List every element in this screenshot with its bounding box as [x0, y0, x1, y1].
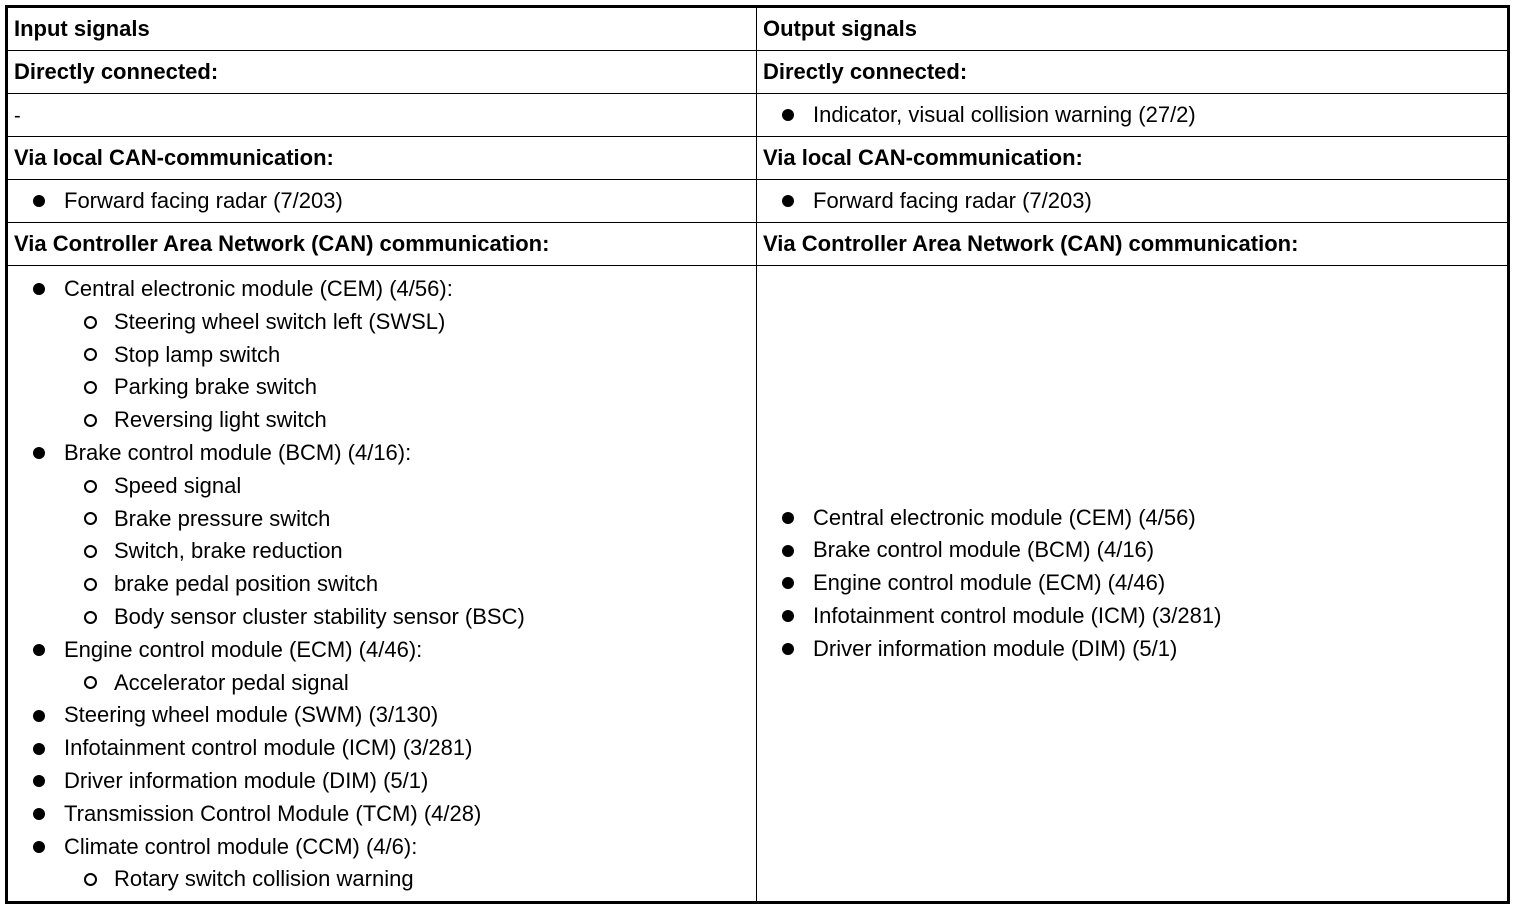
bullet-item [14, 634, 756, 667]
item-text: Forward facing radar (7/203) [64, 188, 343, 213]
hollow-bullet-icon [84, 316, 97, 329]
item-text: Transmission Control Module (TCM) (4/28) [64, 800, 482, 826]
bullet-item [14, 798, 756, 831]
item-text: Indicator, visual collision warning (27/2) [813, 102, 1196, 127]
input-local-can-list [7, 180, 757, 223]
output-local-can-list [757, 180, 1509, 223]
bullet-item [14, 189, 756, 213]
item-text: Engine control module (ECM) (4/46): [64, 636, 423, 662]
bullet-item [14, 699, 756, 732]
item-text: Body sensor cluster stability sensor (BSC) [114, 603, 525, 629]
hollow-bullet-icon [84, 512, 97, 525]
output-local-can-label: Via local CAN-communication: [757, 137, 1509, 180]
none-value: - [14, 104, 21, 127]
sub-bullet-item [14, 503, 756, 536]
filled-bullet-icon [33, 644, 45, 656]
input-local-list [14, 189, 756, 213]
sub-bullet-item [14, 863, 756, 896]
hollow-bullet-icon [84, 348, 97, 361]
item-text: Steering wheel switch left (SWSL) [114, 308, 446, 334]
filled-bullet-icon [33, 808, 45, 820]
item-text: Speed signal [114, 472, 242, 498]
hollow-bullet-icon [84, 480, 97, 493]
filled-bullet-icon [33, 841, 45, 853]
input-can-label: Via Controller Area Network (CAN) communication: [7, 223, 757, 266]
hollow-bullet-icon [84, 676, 97, 689]
filled-bullet-icon [33, 283, 45, 295]
bullet-item [14, 732, 756, 765]
sub-bullet-item [14, 339, 756, 372]
input-can-list [14, 273, 756, 896]
hollow-bullet-icon [84, 545, 97, 558]
bullet-item [763, 534, 1507, 567]
sub-bullet-item [14, 667, 756, 700]
can-values-row [7, 266, 1509, 903]
item-text: Central electronic module (CEM) (4/56) [813, 504, 1196, 530]
output-directly-connected-label: Directly connected: [757, 51, 1509, 94]
output-can-label: Via Controller Area Network (CAN) communication: [757, 223, 1509, 266]
item-text: Switch, brake reduction [114, 538, 343, 564]
hollow-bullet-icon [84, 578, 97, 591]
hollow-bullet-icon [84, 381, 97, 394]
item-text: Engine control module (ECM) (4/46) [813, 570, 1166, 596]
item-text: Reversing light switch [114, 407, 327, 433]
directly-connected-row [7, 51, 1509, 94]
sub-bullet-item [14, 535, 756, 568]
bullet-item [763, 502, 1507, 535]
bullet-item [14, 831, 756, 864]
item-text: Brake control module (BCM) (4/16): [64, 439, 412, 465]
local-can-values-row [7, 180, 1509, 223]
filled-bullet-icon [782, 577, 794, 589]
hollow-bullet-icon [84, 873, 97, 886]
input-signals-header: Input signals [7, 7, 757, 51]
sub-bullet-item [14, 601, 756, 634]
sub-bullet-item [14, 470, 756, 503]
hollow-bullet-icon [84, 611, 97, 624]
item-text: Central electronic module (CEM) (4/56): [64, 276, 453, 301]
bullet-item [14, 273, 756, 306]
output-directly-connected-list [757, 94, 1509, 137]
bullet-item [763, 633, 1507, 666]
item-text: Parking brake switch [114, 374, 317, 400]
item-text: Stop lamp switch [114, 341, 281, 367]
filled-bullet-icon [782, 109, 794, 121]
can-row [7, 223, 1509, 266]
item-text: Climate control module (CCM) (4/6): [64, 833, 418, 859]
bullet-item [763, 189, 1507, 213]
filled-bullet-icon [782, 643, 794, 655]
item-text: Infotainment control module (ICM) (3/281) [813, 602, 1222, 628]
bullet-item [763, 600, 1507, 633]
item-text: Brake pressure switch [114, 505, 331, 531]
output-directly-list [763, 103, 1507, 127]
sub-bullet-item [14, 371, 756, 404]
input-directly-connected-label: Directly connected: [7, 51, 757, 94]
header-row [7, 7, 1509, 51]
local-can-row [7, 137, 1509, 180]
input-can-list-cell [7, 266, 757, 903]
item-text: Infotainment control module (ICM) (3/281) [64, 735, 473, 761]
filled-bullet-icon [782, 545, 794, 557]
output-local-list [763, 189, 1507, 213]
filled-bullet-icon [33, 447, 45, 459]
item-text: Brake control module (BCM) (4/16) [813, 537, 1155, 563]
bullet-item [14, 765, 756, 798]
item-text: Accelerator pedal signal [114, 669, 349, 695]
bullet-item [763, 567, 1507, 600]
item-text: brake pedal position switch [114, 571, 379, 597]
filled-bullet-icon [33, 195, 45, 207]
output-can-list-cell [757, 266, 1509, 903]
item-text: Rotary switch collision warning [114, 866, 414, 892]
output-signals-header: Output signals [757, 7, 1509, 51]
sub-bullet-item [14, 306, 756, 339]
bullet-item [14, 437, 756, 470]
bullet-item [763, 103, 1507, 127]
sub-bullet-item [14, 568, 756, 601]
filled-bullet-icon [782, 512, 794, 524]
item-text: Driver information module (DIM) (5/1) [64, 767, 429, 793]
hollow-bullet-icon [84, 414, 97, 427]
item-text: Driver information module (DIM) (5/1) [813, 635, 1178, 661]
item-text: Steering wheel module (SWM) (3/130) [64, 702, 439, 728]
filled-bullet-icon [33, 743, 45, 755]
sub-bullet-item [14, 404, 756, 437]
directly-connected-values-row [7, 94, 1509, 137]
input-local-can-label: Via local CAN-communication: [7, 137, 757, 180]
item-text: Forward facing radar (7/203) [813, 188, 1092, 213]
output-can-list [763, 502, 1507, 666]
signals-table [5, 5, 1510, 904]
filled-bullet-icon [33, 775, 45, 787]
filled-bullet-icon [33, 710, 45, 722]
filled-bullet-icon [782, 610, 794, 622]
input-directly-connected-value [7, 94, 757, 137]
filled-bullet-icon [782, 195, 794, 207]
